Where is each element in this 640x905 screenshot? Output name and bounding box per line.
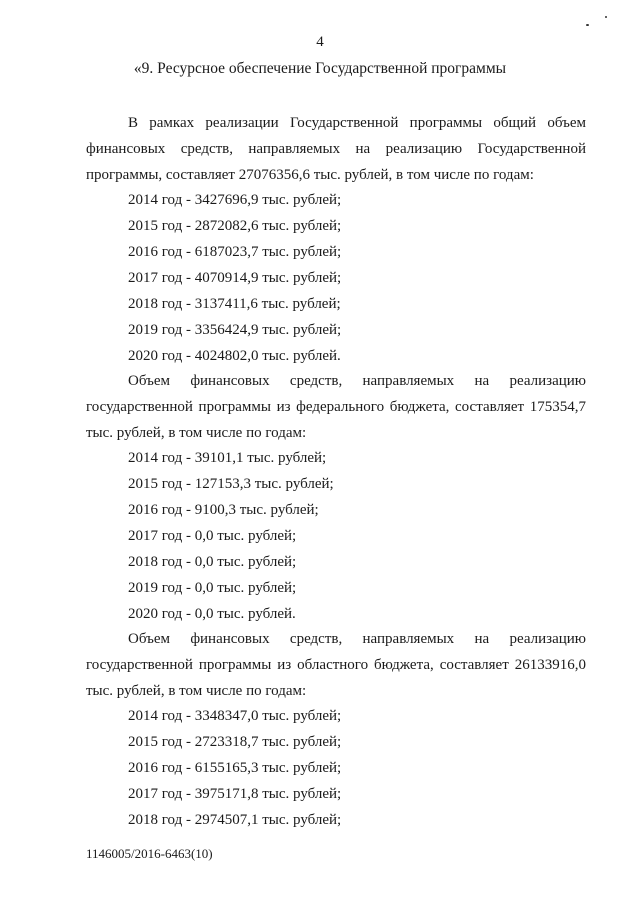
paragraph-line: финансовых средств, направляемых на реализацию Государственной [86, 141, 586, 157]
scan-speck [605, 16, 607, 18]
page-number: 4 [316, 34, 324, 50]
paragraph-line: государственной программы из федерального бюджета, составляет 175354,7 [86, 399, 586, 415]
year-amount: 2020 год - 4024802,0 тыс. рублей. [128, 348, 341, 364]
paragraph-line: Объем финансовых средств, направляемых на реализацию [128, 631, 586, 647]
year-amount: 2016 год - 6187023,7 тыс. рублей; [128, 244, 342, 260]
year-amount: 2017 год - 0,0 тыс. рублей; [128, 528, 297, 544]
paragraph-total [86, 110, 586, 188]
year-amount: 2018 год - 0,0 тыс. рублей; [128, 554, 297, 570]
year-amount: 2014 год - 3348347,0 тыс. рублей; [128, 708, 342, 724]
year-amount: 2019 год - 3356424,9 тыс. рублей; [128, 322, 342, 338]
paragraph-line: тыс. рублей, в том числе по годам: [86, 683, 307, 699]
year-amount: 2015 год - 2872082,6 тыс. рублей; [128, 218, 342, 234]
section-heading: «9. Ресурсное обеспечение Государственной программы [133, 60, 507, 77]
paragraph-line: Объем финансовых средств, направляемых на реализацию [128, 373, 586, 389]
paragraph-line: В рамках реализации Государственной программы общий объем [128, 115, 586, 131]
document-code-footer: 1146005/2016-6463(10) [86, 846, 213, 861]
paragraph-line: государственной программы из областного бюджета, составляет 26133916,0 [86, 657, 586, 673]
year-amount: 2019 год - 0,0 тыс. рублей; [128, 580, 297, 596]
year-amount: 2014 год - 39101,1 тыс. рублей; [128, 450, 327, 466]
year-amount: 2017 год - 4070914,9 тыс. рублей; [128, 270, 342, 286]
year-amount: 2014 год - 3427696,9 тыс. рублей; [128, 192, 342, 208]
paragraph-federal [86, 368, 586, 446]
year-amount: 2016 год - 6155165,3 тыс. рублей; [128, 760, 342, 776]
year-amount: 2018 год - 3137411,6 тыс. рублей; [128, 296, 341, 312]
year-amount: 2020 год - 0,0 тыс. рублей. [128, 606, 296, 622]
year-amount: 2016 год - 9100,3 тыс. рублей; [128, 502, 319, 518]
scan-speck [586, 24, 589, 26]
year-amount: 2015 год - 2723318,7 тыс. рублей; [128, 734, 342, 750]
paragraph-regional [86, 626, 586, 704]
year-amount: 2018 год - 2974507,1 тыс. рублей; [128, 812, 342, 828]
year-amount: 2017 год - 3975171,8 тыс. рублей; [128, 786, 342, 802]
paragraph-line: тыс. рублей, в том числе по годам: [86, 425, 307, 441]
year-amount: 2015 год - 127153,3 тыс. рублей; [128, 476, 334, 492]
paragraph-line: программы, составляет 27076356,6 тыс. рублей, в том числе по годам: [86, 167, 534, 183]
